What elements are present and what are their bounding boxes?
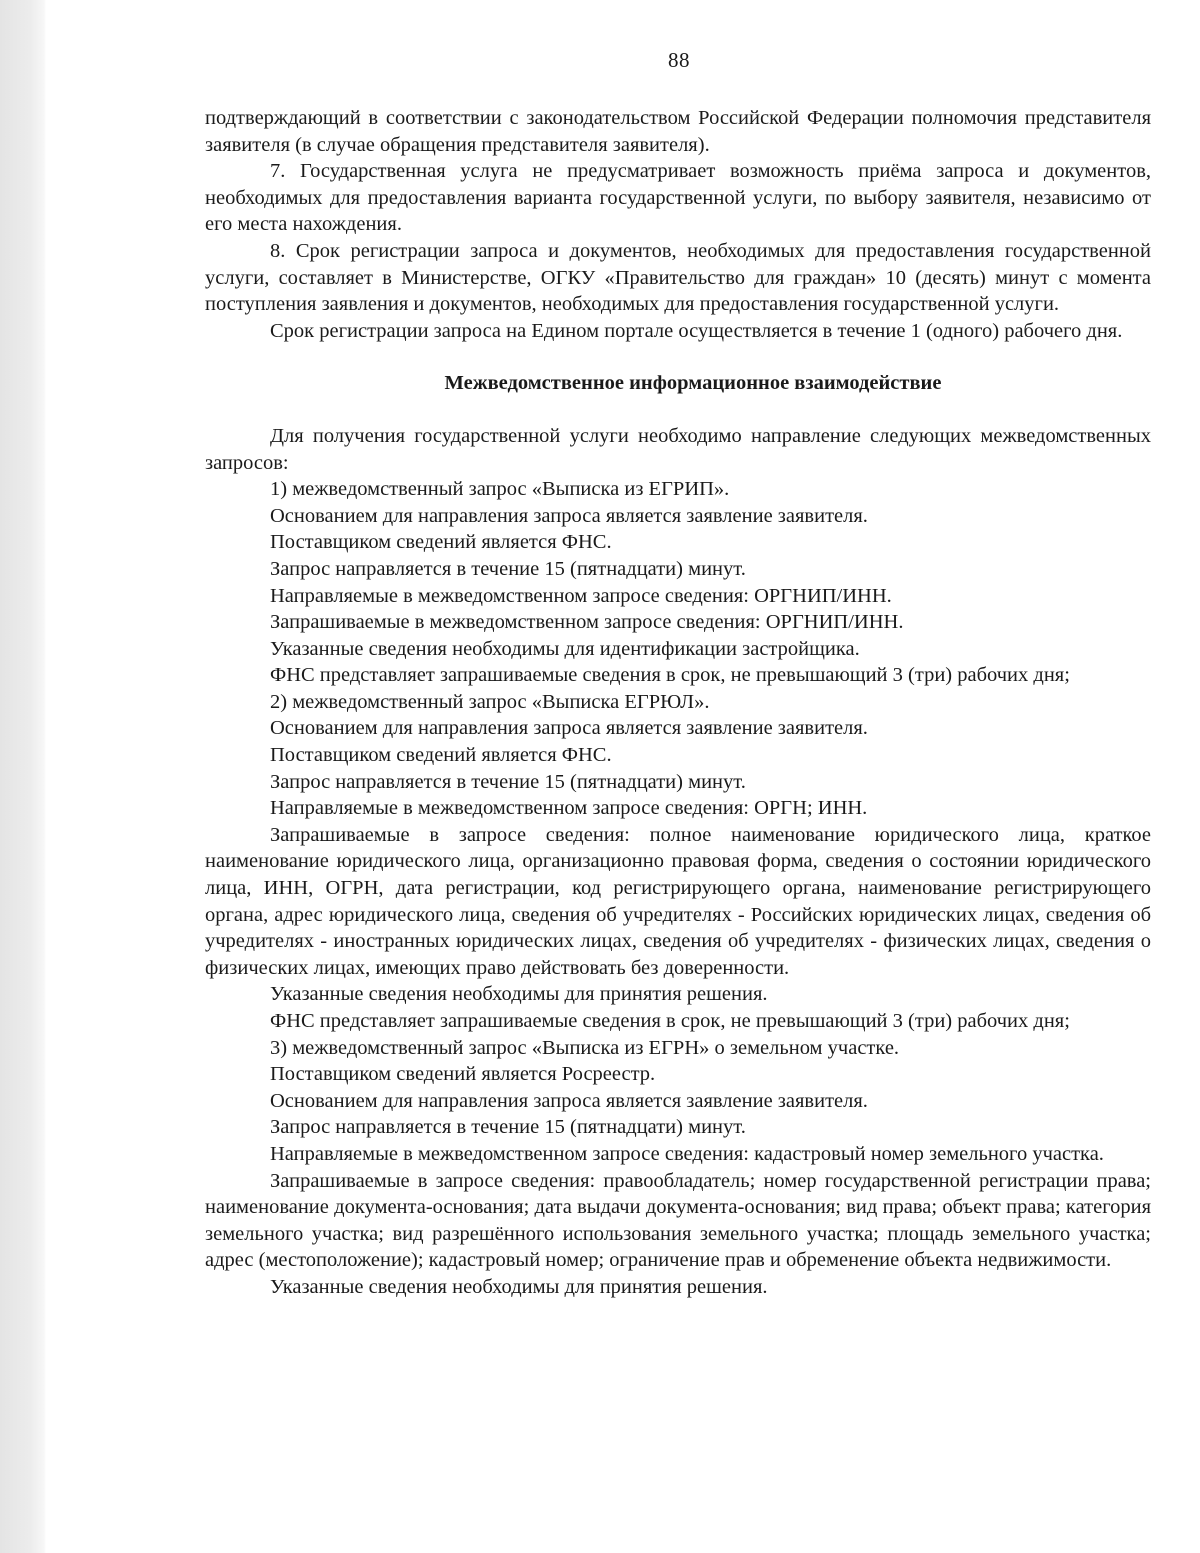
paragraph: Основанием для направления запроса является заявление заявителя. (270, 1089, 868, 1112)
paragraph: 1) межведомственный запрос «Выписка из ЕГРИП». (270, 478, 730, 501)
paragraph: Запрос направляется в течение 15 (пятнадцати) минут. (270, 1116, 746, 1139)
paragraph: Поставщиком сведений является Росреестр. (270, 1063, 656, 1086)
section-heading: Межведомственное информационное взаимодействие (444, 372, 942, 395)
paragraph: 2) межведомственный запрос «Выписка ЕГРЮЛ». (270, 690, 710, 713)
page-number: 88 (668, 48, 690, 72)
paragraph: Для получения государственной услуги необходимо направление следующих межведомственных запросов: (205, 424, 1151, 474)
paragraph: подтверждающий в соответствии с законодательством Российской Федерации полномочия представителя заявителя (в случае обращения представителя заявителя). (205, 107, 1151, 156)
paragraph: Направляемые в межведомственном запросе сведения: ОРГН; ИНН. (270, 797, 868, 820)
paragraph: Запрашиваемые в межведомственном запросе сведения: ОРГНИП/ИНН. (270, 611, 904, 634)
paragraph: Запрашиваемые в запросе сведения: полное наименование юридического лица, краткое наименование юридического лица, организационно правовая форма, сведения о состоянии юридического лица, ИНН, ОГРН, дата регистрации, код регистрирующего органа, наименование регистрирующего органа, адрес юридического лица, сведения об учредителях - Российских юридических лицах, сведения об учредителях - иностранных юридических лицах, сведения об учредителях - физических лицах, сведения о физических лицах, имеющих право действовать без доверенности. (205, 823, 1151, 979)
document-body (205, 105, 1151, 1301)
paragraph: Направляемые в межведомственном запросе сведения: ОРГНИП/ИНН. (270, 584, 892, 607)
paragraph: Указанные сведения необходимы для принятия решения. (270, 983, 768, 1006)
paragraph: ФНС представляет запрашиваемые сведения в срок, не превышающий 3 (три) рабочих дня; (270, 664, 1070, 687)
paragraph: Срок регистрации запроса на Едином портале осуществляется в течение 1 (одного) рабочего дня. (270, 319, 1123, 342)
paragraph: 7. Государственная услуга не предусматривает возможность приёма запроса и документов, необходимых для предоставления варианта государственной услуги, по выбору заявителя, независимо от его места нахождения. (205, 160, 1151, 236)
paragraph: Указанные сведения необходимы для идентификации застройщика. (270, 637, 860, 660)
paragraph: 3) межведомственный запрос «Выписка из ЕГРН» о земельном участке. (270, 1036, 900, 1059)
paragraph: Основанием для направления запроса является заявление заявителя. (270, 504, 868, 527)
paragraph: Поставщиком сведений является ФНС. (270, 531, 612, 554)
paragraph: Запрос направляется в течение 15 (пятнадцати) минут. (270, 557, 746, 580)
paragraph: Основанием для направления запроса является заявление заявителя. (270, 717, 868, 740)
paragraph: Запрашиваемые в запросе сведения: правообладатель; номер государственной регистрации права; наименование документа-основания; дата выдачи документа-основания; вид права; объект права; категория земельного участка; вид разрешённого использования земельного участка; площадь земельного участка; адрес (местоположение); кадастровый номер; ограничение прав и обременение объекта недвижимости. (205, 1169, 1151, 1272)
paragraph: Направляемые в межведомственном запросе сведения: кадастровый номер земельного участка. (270, 1142, 1104, 1165)
paragraph: Указанные сведения необходимы для принятия решения. (270, 1275, 768, 1298)
paragraph: Поставщиком сведений является ФНС. (270, 744, 612, 767)
paragraph: 8. Срок регистрации запроса и документов, необходимых для предоставления государственной услуги, составляет в Министерстве, ОГКУ «Правительство для граждан» 10 (десять) минут с момента поступления заявления и документов, необходимых для предоставления государственной услуги. (205, 239, 1151, 316)
paragraph: Запрос направляется в течение 15 (пятнадцати) минут. (270, 770, 746, 793)
paragraph: ФНС представляет запрашиваемые сведения в срок, не превышающий 3 (три) рабочих дня; (270, 1010, 1070, 1032)
